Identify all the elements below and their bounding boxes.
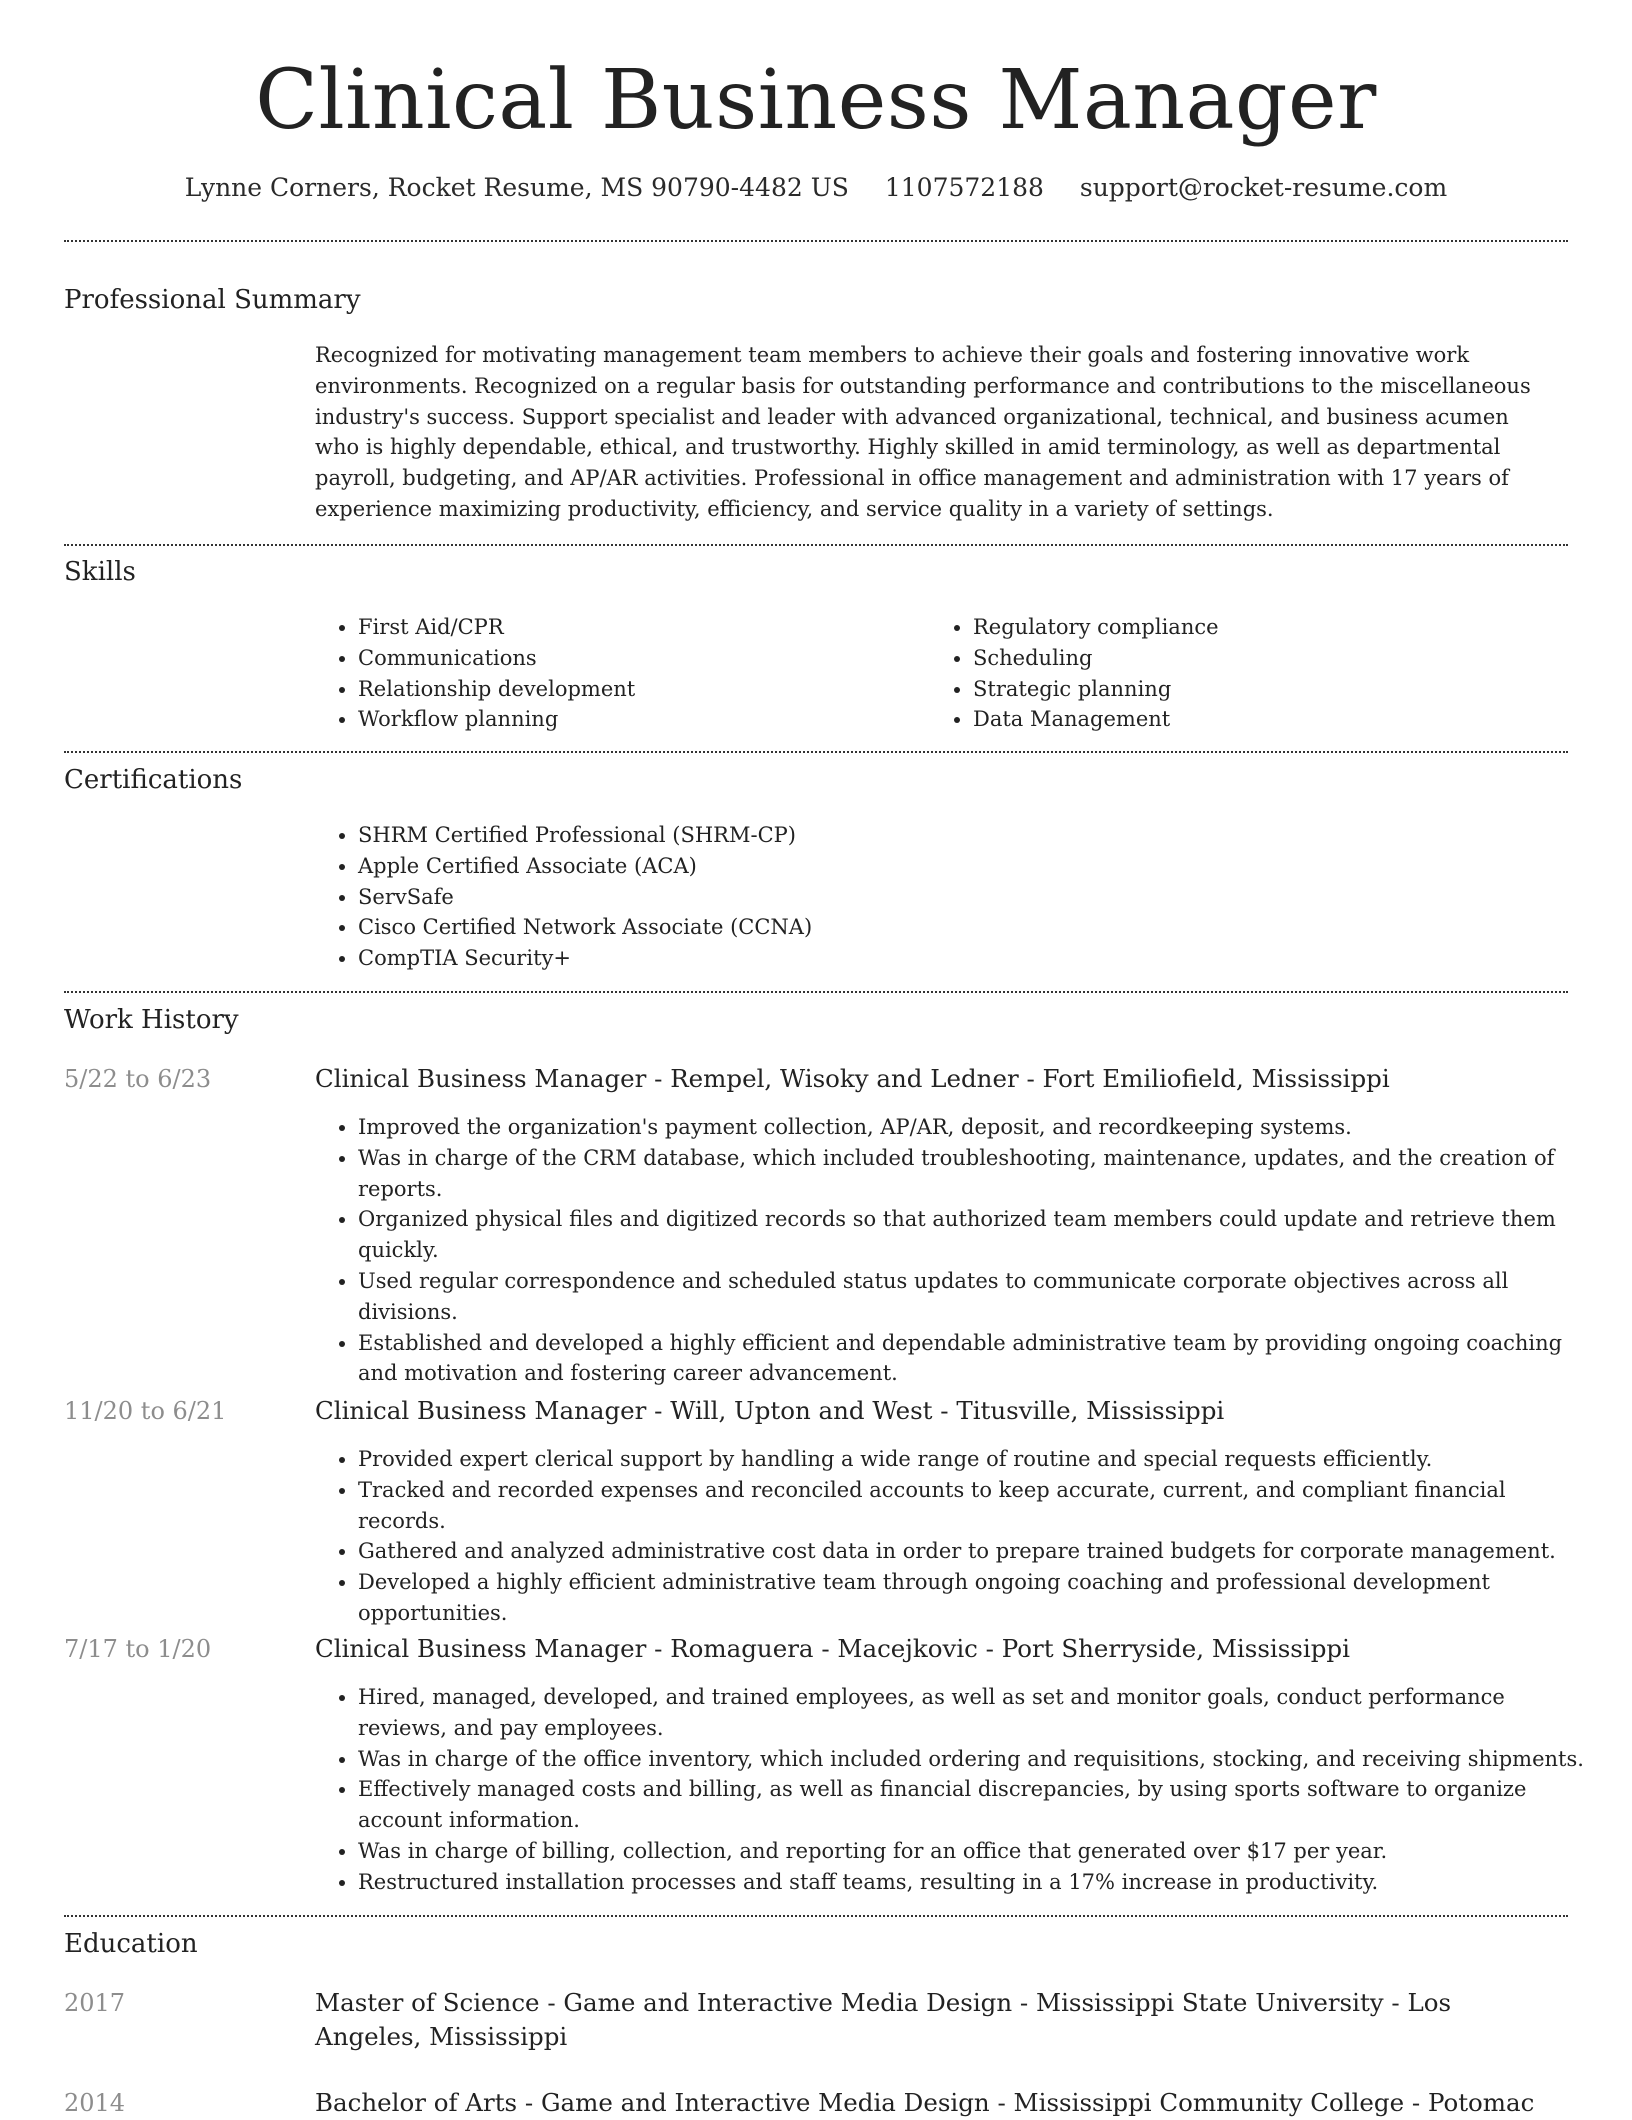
job-bullets: [314, 1682, 1598, 1898]
job-bullet: • Organized physical files and digitized records so that authorized team members could update and retrieve them quickly.: [358, 1204, 1598, 1266]
certification-item: • CompTIA Security+: [358, 943, 1598, 974]
skill-item: • Data Management: [973, 704, 1573, 735]
skill-item: • Workflow planning: [358, 704, 918, 735]
section-divider: [64, 240, 1568, 242]
skills-heading: Skills: [64, 557, 136, 587]
contact-address: Lynne Corners, Rocket Resume, MS 90790-4482 US: [184, 173, 849, 202]
section-divider: [64, 751, 1568, 753]
job-bullet: • Gathered and analyzed administrative cost data in order to prepare trained budgets for corporate management.: [358, 1536, 1598, 1567]
job-title: Clinical Business Manager - Rempel, Wisoky and Ledner - Fort Emiliofield, Mississippi: [315, 1064, 1390, 1093]
resume-title: Clinical Business Manager: [255, 53, 1377, 148]
education-year: 2014: [64, 2089, 126, 2117]
education-degree: Bachelor of Arts - Game and Interactive Media Design - Mississippi Community College - Potomac: [315, 2088, 1535, 2117]
skills-list-left: [314, 612, 918, 735]
skill-item: • Relationship development: [358, 674, 918, 705]
skill-item: • Regulatory compliance: [973, 612, 1573, 643]
job-bullet: • Established and developed a highly efficient and dependable administrative team by providing ongoing coaching and motivation and fostering career advancement.: [358, 1328, 1598, 1390]
contact-line: [0, 170, 1632, 206]
certifications-heading: Certifications: [64, 765, 243, 795]
job-bullet: • Was in charge of billing, collection, and reporting for an office that generated over $17 per year.: [358, 1836, 1598, 1867]
job-bullet: • Was in charge of the CRM database, which included troubleshooting, maintenance, updates, and the creation of reports.: [358, 1143, 1598, 1205]
job-bullet: • Restructured installation processes and staff teams, resulting in a 17% increase in productivity.: [358, 1867, 1598, 1898]
skill-item: • First Aid/CPR: [358, 612, 918, 643]
contact-phone: 1107572188: [884, 173, 1044, 202]
section-divider: [64, 1915, 1568, 1917]
summary-text: Recognized for motivating management team members to achieve their goals and fostering innovative work environments. Recognized on a regular basis for outstanding performance and contributions to the miscellaneous industry's success. Support specialist and leader with advanced organizational, technical, and business acumen who is highly dependable, ethical, and trustworthy. Highly skilled in amid terminology, as well as departmental payroll, budgeting, and AP/AR activities. Professional in office management and administration with 17 years of experience maximizing productivity, efficiency, and service quality in a variety of settings.: [315, 343, 1531, 521]
certification-item: • Cisco Certified Network Associate (CCNA): [358, 912, 1598, 943]
skill-item: • Scheduling: [973, 643, 1573, 674]
section-divider: [64, 544, 1568, 546]
job-dates: 5/22 to 6/23: [64, 1065, 212, 1093]
skill-item: • Communications: [358, 643, 918, 674]
job-bullets: [314, 1444, 1598, 1629]
certification-item: • SHRM Certified Professional (SHRM-CP): [358, 820, 1598, 851]
job-bullets: [314, 1112, 1598, 1389]
job-bullet: • Improved the organization's payment collection, AP/AR, deposit, and recordkeeping systems.: [358, 1112, 1598, 1143]
job-dates: 11/20 to 6/21: [64, 1397, 227, 1425]
education-year: 2017: [64, 1989, 126, 2017]
job-bullet: • Effectively managed costs and billing, as well as financial discrepancies, by using sports software to organize account information.: [358, 1774, 1598, 1836]
job-bullet: • Tracked and recorded expenses and reconciled accounts to keep accurate, current, and compliant financial records.: [358, 1475, 1598, 1537]
certifications-list: [314, 820, 1598, 974]
contact-email: support@rocket-resume.com: [1079, 173, 1448, 202]
job-bullet: • Provided expert clerical support by handling a wide range of routine and special requests efficiently.: [358, 1444, 1598, 1475]
summary-heading: Professional Summary: [64, 285, 361, 315]
job-title: Clinical Business Manager - Will, Upton and West - Titusville, Mississippi: [315, 1396, 1225, 1425]
skills-list-right: [929, 612, 1573, 735]
job-bullet: • Hired, managed, developed, and trained employees, as well as set and monitor goals, conduct performance reviews, and pay employees.: [358, 1682, 1598, 1744]
job-bullet: • Used regular correspondence and scheduled status updates to communicate corporate objectives across all divisions.: [358, 1266, 1598, 1328]
job-bullet: • Was in charge of the office inventory, which included ordering and requisitions, stocking, and receiving shipments.: [358, 1744, 1598, 1775]
job-title: Clinical Business Manager - Romaguera - Macejkovic - Port Sherryside, Mississippi: [315, 1634, 1350, 1663]
education-degree: Master of Science - Game and Interactive Media Design - Mississippi State University - Los Angeles, Mississippi: [315, 1988, 1452, 2051]
work-history-heading: Work History: [64, 1005, 239, 1035]
certification-item: • ServSafe: [358, 882, 1598, 913]
education-heading: Education: [64, 1929, 198, 1959]
skill-item: • Strategic planning: [973, 674, 1573, 705]
section-divider: [64, 991, 1568, 993]
job-dates: 7/17 to 1/20: [64, 1635, 212, 1663]
certification-item: • Apple Certified Associate (ACA): [358, 851, 1598, 882]
job-bullet: • Developed a highly efficient administrative team through ongoing coaching and professional development opportunities.: [358, 1567, 1598, 1629]
